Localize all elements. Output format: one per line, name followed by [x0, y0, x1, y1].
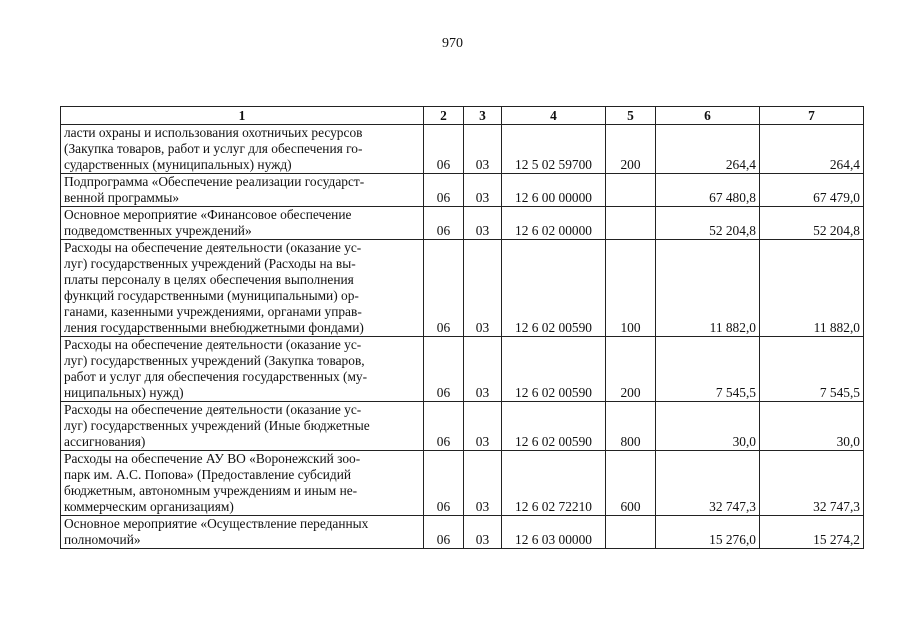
expense-type-code: 800: [606, 402, 656, 451]
target-article-code: 12 6 02 00000: [502, 207, 606, 240]
column-header-1: 1: [61, 107, 424, 125]
table-row: [61, 174, 864, 207]
amount-column-7: 32 747,3: [760, 451, 864, 516]
expense-type-code: [606, 174, 656, 207]
target-article-code: 12 6 00 00000: [502, 174, 606, 207]
subsection-code: 03: [464, 337, 502, 402]
column-header-5: 5: [606, 107, 656, 125]
target-article-code: 12 6 02 72210: [502, 451, 606, 516]
target-article-code: 12 6 02 00590: [502, 337, 606, 402]
subsection-code: 03: [464, 516, 502, 549]
column-header-2: 2: [424, 107, 464, 125]
target-article-code: 12 6 02 00590: [502, 402, 606, 451]
row-description: Расходы на обеспечение деятельности (оказание ус- луг) государственных учреждений (Иные бюджетные ассигнования): [61, 402, 424, 451]
row-description: Расходы на обеспечение АУ ВО «Воронежский зоо- парк им. А.С. Попова» (Предоставление субсидий бюджетным, автономным учреждениям и иным не- коммерческим организациям): [61, 451, 424, 516]
subsection-code: 03: [464, 451, 502, 516]
subsection-code: 03: [464, 207, 502, 240]
table-row: [61, 207, 864, 240]
section-code: 06: [424, 207, 464, 240]
subsection-code: 03: [464, 125, 502, 174]
section-code: 06: [424, 125, 464, 174]
amount-column-7: 7 545,5: [760, 337, 864, 402]
amount-column-6: 7 545,5: [656, 337, 760, 402]
expense-type-code: 100: [606, 240, 656, 337]
amount-column-7: 67 479,0: [760, 174, 864, 207]
column-header-6: 6: [656, 107, 760, 125]
target-article-code: 12 6 03 00000: [502, 516, 606, 549]
subsection-code: 03: [464, 240, 502, 337]
table-row: [61, 516, 864, 549]
row-description: Расходы на обеспечение деятельности (оказание ус- луг) государственных учреждений (Закупка товаров, работ и услуг для обеспечения государственных (му- ниципальных) нужд): [61, 337, 424, 402]
target-article-code: 12 6 02 00590: [502, 240, 606, 337]
section-code: 06: [424, 337, 464, 402]
page-number: 970: [442, 36, 463, 51]
table-row: [61, 240, 864, 337]
amount-column-6: 52 204,8: [656, 207, 760, 240]
section-code: 06: [424, 451, 464, 516]
table-row: [61, 451, 864, 516]
expense-type-code: [606, 516, 656, 549]
row-description: Основное мероприятие «Осуществление переданных полномочий»: [61, 516, 424, 549]
amount-column-6: 67 480,8: [656, 174, 760, 207]
column-header-7: 7: [760, 107, 864, 125]
table-row: [61, 337, 864, 402]
section-code: 06: [424, 174, 464, 207]
amount-column-7: 15 274,2: [760, 516, 864, 549]
section-code: 06: [424, 402, 464, 451]
amount-column-6: 11 882,0: [656, 240, 760, 337]
amount-column-7: 52 204,8: [760, 207, 864, 240]
section-code: 06: [424, 240, 464, 337]
table-row: [61, 402, 864, 451]
target-article-code: 12 5 02 59700: [502, 125, 606, 174]
amount-column-6: 30,0: [656, 402, 760, 451]
table-header-row: [61, 107, 864, 125]
expense-type-code: [606, 207, 656, 240]
amount-column-7: 30,0: [760, 402, 864, 451]
budget-table: [60, 106, 864, 549]
amount-column-7: 264,4: [760, 125, 864, 174]
expense-type-code: 600: [606, 451, 656, 516]
subsection-code: 03: [464, 174, 502, 207]
row-description: Расходы на обеспечение деятельности (оказание ус- луг) государственных учреждений (Расходы на вы- платы персоналу в целях обеспечения выполнения функций государственными (муниципальными) ор- ганами, казенными учреждениями, органами управ- ления государственными внебюджетными фондами): [61, 240, 424, 337]
column-header-3: 3: [464, 107, 502, 125]
subsection-code: 03: [464, 402, 502, 451]
row-description: Подпрограмма «Обеспечение реализации государст- венной программы»: [61, 174, 424, 207]
expense-type-code: 200: [606, 337, 656, 402]
table-row: [61, 125, 864, 174]
amount-column-6: 264,4: [656, 125, 760, 174]
row-description: Основное мероприятие «Финансовое обеспечение подведомственных учреждений»: [61, 207, 424, 240]
amount-column-6: 15 276,0: [656, 516, 760, 549]
section-code: 06: [424, 516, 464, 549]
column-header-4: 4: [502, 107, 606, 125]
expense-type-code: 200: [606, 125, 656, 174]
amount-column-6: 32 747,3: [656, 451, 760, 516]
row-description: ласти охраны и использования охотничьих ресурсов (Закупка товаров, работ и услуг для обеспечения го- сударственных (муниципальных) нужд): [61, 125, 424, 174]
amount-column-7: 11 882,0: [760, 240, 864, 337]
